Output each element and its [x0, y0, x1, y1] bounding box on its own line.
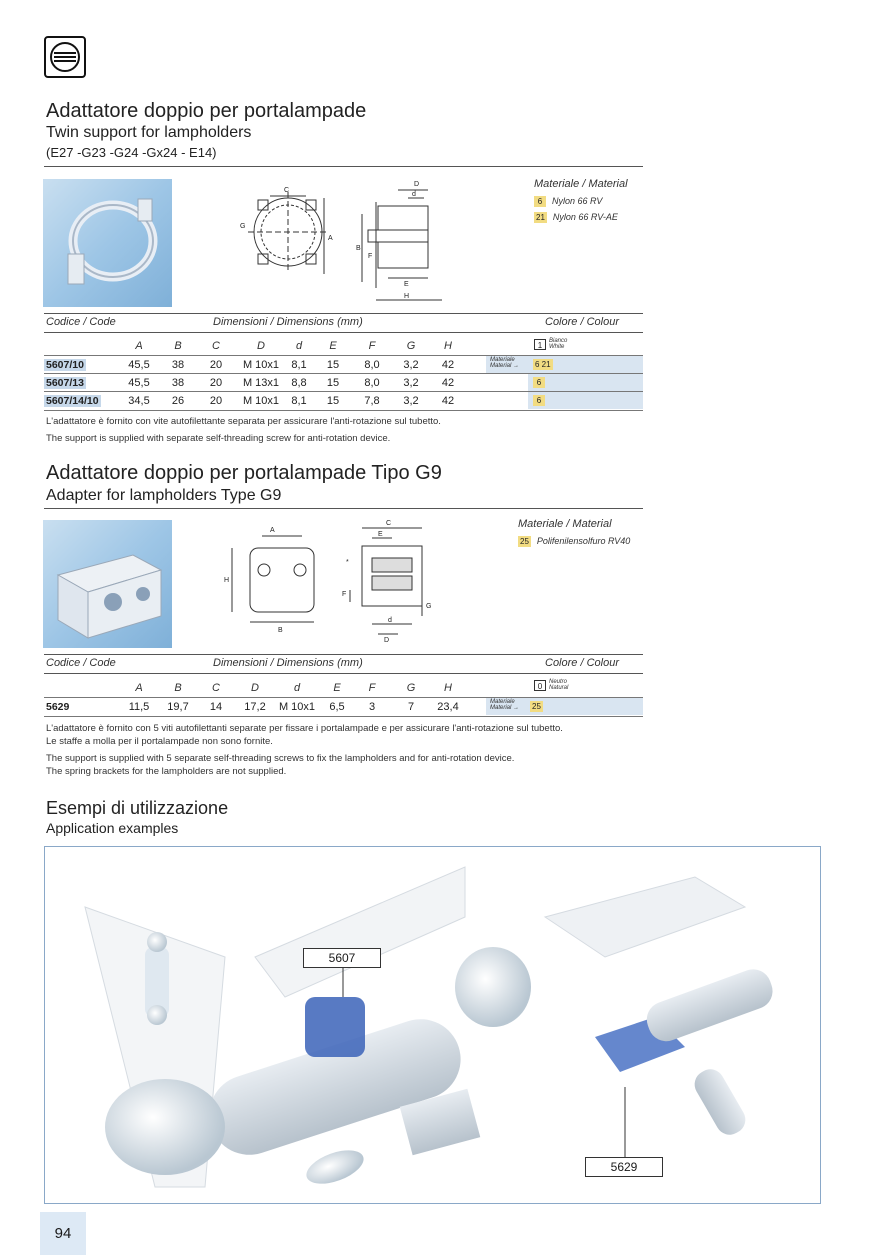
cell-b: 38 — [171, 377, 185, 389]
section1-note-en: The support is supplied with separate self-threading screw for anti-rotation device. — [46, 433, 391, 444]
cell-c: 20 — [209, 395, 223, 407]
callout-5629: 5629 — [585, 1157, 663, 1177]
cell-h: 42 — [441, 395, 455, 407]
col-a: A — [135, 682, 143, 694]
dim-label-f: F — [368, 253, 373, 260]
section1-note-it: L'adattatore è fornito con vite autofilettante separata per assicurare l'anti-rotazione sul tubetto. — [46, 416, 441, 427]
cell-d-small: M 10x1 — [278, 701, 316, 713]
note-line: Le staffe a molla per il portalampade non sono fornite. — [46, 736, 273, 747]
dim-label-b: B — [278, 627, 283, 634]
cell-c: 20 — [209, 359, 223, 371]
dim-label-g: G — [426, 603, 432, 610]
note-line: L'adattatore è fornito con 5 viti autofilettanti separate per fissare i portalampade e per assicurare l'anti-rotazione sul tubetto. — [46, 723, 563, 734]
material-arrow-it: Materiale — [490, 357, 515, 363]
col-d-small: d — [293, 682, 301, 694]
cell-h: 23,4 — [437, 701, 459, 713]
section1-material-list — [534, 193, 618, 225]
colour-name-it: Neutro — [549, 679, 568, 685]
cell-c: 20 — [209, 377, 223, 389]
colour-code-badge: 1 — [534, 339, 546, 350]
g9-adapter-illustration — [43, 520, 172, 648]
material-arrow-en: Material → — [490, 363, 520, 369]
col-h: H — [444, 682, 452, 694]
note-line: The spring brackets for the lampholders are not supplied. — [46, 766, 287, 777]
dim-label-b: B — [356, 245, 361, 252]
cell-a: 11,5 — [128, 701, 150, 713]
cell-f: 7,8 — [364, 395, 380, 407]
cell-h: 42 — [441, 377, 455, 389]
cell-d-small: 8,8 — [291, 377, 307, 389]
section2-title-it: Adattatore doppio per portalampade Tipo G9 — [46, 462, 442, 484]
dim-label-e: E — [404, 281, 409, 288]
row-highlight — [528, 392, 643, 409]
row-highlight — [528, 374, 643, 391]
col-b: B — [174, 340, 182, 352]
material-arrow-label — [490, 357, 519, 369]
section2-top-rule — [44, 508, 643, 509]
material-arrow-label — [490, 699, 519, 711]
section1-material-title: Materiale / Material — [534, 178, 628, 190]
material-code-badge: 21 — [536, 212, 545, 222]
col-g: G — [406, 340, 416, 352]
cell-a: 45,5 — [128, 377, 150, 389]
row-divider — [44, 410, 643, 411]
cell-d: M 13x1 — [242, 377, 280, 389]
col-a: A — [135, 340, 143, 352]
cell-e: 6,5 — [329, 701, 345, 713]
table2-dims-header: Dimensioni / Dimensions (mm) — [213, 657, 363, 669]
product-code: 5607/14/10 — [46, 395, 99, 407]
table2-colour-header: Colore / Colour — [545, 657, 619, 669]
dim-label-h: H — [404, 293, 410, 300]
product-code: 5607/10 — [46, 359, 84, 371]
table2-top-rule — [44, 654, 643, 655]
material-arrow-it: Materiale — [490, 699, 515, 705]
row-material-badge: 6 — [533, 377, 545, 388]
table1-colour-legend — [534, 338, 567, 350]
col-c: C — [212, 340, 220, 352]
dim-label-d-small: d — [412, 191, 416, 198]
material-code-badge: 25 — [520, 536, 529, 546]
col-b: B — [174, 682, 182, 694]
dim-label-star: * — [346, 559, 349, 566]
colour-code-badge: 0 — [534, 680, 546, 691]
dim-label-d-small: d — [388, 617, 392, 624]
row-material-badge: 25 — [532, 702, 541, 711]
colour-name-en: Natural — [549, 685, 569, 691]
cell-g: 3,2 — [403, 377, 419, 389]
application-examples-image — [44, 846, 821, 1204]
cell-b: 19,7 — [167, 701, 189, 713]
product-code: 5629 — [46, 701, 70, 713]
section1-title-en: Twin support for lampholders — [46, 124, 252, 141]
row-divider — [44, 355, 643, 356]
callout-5607: 5607 — [303, 948, 381, 968]
col-d: D — [251, 682, 259, 694]
product-photo-5629 — [43, 520, 172, 648]
row-divider — [44, 716, 643, 717]
col-g: G — [406, 682, 416, 694]
dim-label-d: D — [414, 181, 420, 188]
dim-label-f: F — [342, 591, 347, 598]
section2-notes — [46, 722, 646, 778]
dim-label-e: E — [378, 531, 383, 538]
col-h: H — [444, 340, 452, 352]
row-material-badge: 6 — [533, 395, 545, 406]
exploded-assembly-illustration — [45, 847, 821, 1204]
dim-label-c: C — [386, 520, 392, 527]
section3-title-it: Esempi di utilizzazione — [46, 798, 229, 818]
note-line: The support is supplied with 5 separate self-threading screws to fix the lampholders and for anti-rotation device. — [46, 753, 515, 764]
cell-a: 45,5 — [128, 359, 150, 371]
col-d-small: d — [295, 340, 303, 352]
section1-top-rule — [44, 166, 643, 167]
cell-e: 15 — [326, 395, 340, 407]
section2-material-list — [518, 533, 630, 549]
table2-code-header: Codice / Code — [46, 657, 116, 669]
cell-a: 34,5 — [128, 395, 150, 407]
twin-support-illustration — [43, 179, 172, 307]
material-name: Nylon 66 RV — [552, 196, 603, 206]
dim-label-c: C — [284, 187, 290, 194]
product-photo-5607 — [43, 179, 172, 307]
material-item — [518, 533, 630, 549]
page-number: 94 — [40, 1212, 86, 1255]
dim-label-a: A — [328, 235, 333, 242]
technical-drawing-5607 — [228, 178, 448, 310]
col-f: F — [368, 340, 376, 352]
cell-f: 8,0 — [364, 359, 380, 371]
cell-g: 3,2 — [403, 359, 419, 371]
section2-title-en: Adapter for lampholders Type G9 — [46, 487, 282, 504]
table1-top-rule — [44, 313, 643, 314]
cell-g: 7 — [407, 701, 415, 713]
material-name: Polifenilensolfuro RV40 — [536, 536, 631, 546]
colour-name-it: Bianco — [549, 338, 568, 344]
cell-d: 17,2 — [244, 701, 266, 713]
table1-header-rule — [44, 332, 643, 333]
col-f: F — [368, 682, 376, 694]
cell-h: 42 — [441, 359, 455, 371]
cell-e: 15 — [326, 377, 340, 389]
table2-colour-legend — [534, 679, 568, 691]
material-item — [534, 209, 618, 225]
cell-d-small: 8,1 — [291, 395, 307, 407]
cell-g: 3,2 — [403, 395, 419, 407]
cell-d-small: 8,1 — [291, 359, 307, 371]
material-name: Nylon 66 RV-AE — [552, 212, 618, 222]
cell-d: M 10x1 — [242, 359, 280, 371]
row-divider — [44, 697, 643, 698]
brand-logo — [44, 36, 86, 78]
logo-mark-icon — [50, 42, 80, 72]
col-e: E — [333, 682, 341, 694]
dim-label-g: G — [240, 223, 246, 230]
table1-code-header: Codice / Code — [46, 316, 116, 328]
section3-title-en: Application examples — [46, 820, 179, 836]
cell-b: 26 — [171, 395, 185, 407]
cell-b: 38 — [171, 359, 185, 371]
section1-title-it: Adattatore doppio per portalampade — [46, 100, 367, 122]
table2-header-rule — [44, 673, 643, 674]
cell-f: 3 — [368, 701, 376, 713]
dim-label-d: D — [384, 637, 390, 644]
section2-material-title: Materiale / Material — [518, 518, 612, 530]
row-material-badge: 6 21 — [535, 360, 551, 369]
section1-subtitle: (E27 -G23 -G24 -Gx24 - E14) — [46, 145, 217, 160]
col-e: E — [329, 340, 337, 352]
dim-label-a: A — [270, 527, 275, 534]
col-c: C — [212, 682, 220, 694]
product-code: 5607/13 — [46, 377, 84, 389]
material-code-badge: 6 — [534, 196, 546, 207]
col-d: D — [257, 340, 265, 352]
material-item — [534, 193, 618, 209]
cell-f: 8,0 — [364, 377, 380, 389]
cell-c: 14 — [209, 701, 223, 713]
material-arrow-en: Material → — [490, 705, 520, 711]
cell-d: M 10x1 — [242, 395, 280, 407]
table1-dims-header: Dimensioni / Dimensions (mm) — [213, 316, 363, 328]
colour-name-en: White — [549, 344, 565, 350]
dim-label-h: H — [224, 577, 230, 584]
table1-colour-header: Colore / Colour — [545, 316, 619, 328]
cell-e: 15 — [326, 359, 340, 371]
technical-drawing-5629 — [222, 518, 442, 646]
